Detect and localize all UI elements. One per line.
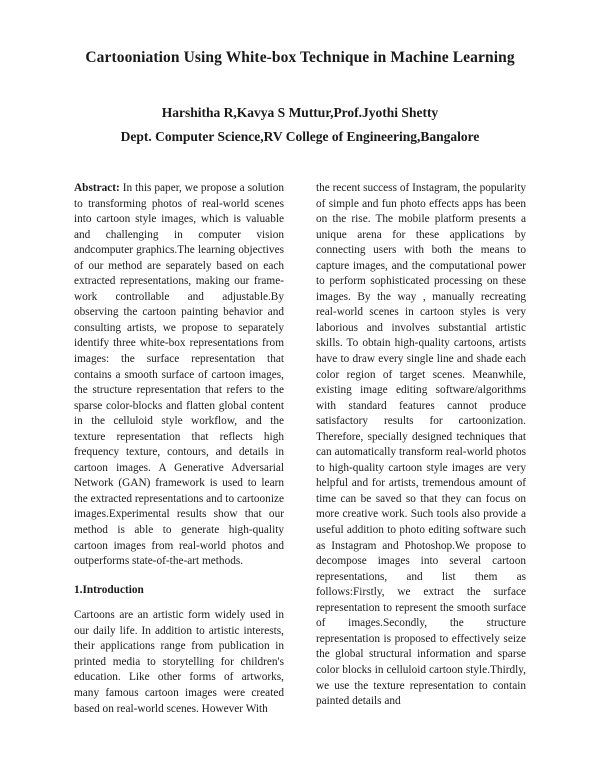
paper-affiliation: Dept. Computer Science,RV College of Engineering,Bangalore [120, 129, 480, 144]
abstract-text: In this paper, we propose a solution to transforming photos of real-world scenes into cartoon style images, which is valuable and challenging in computer vision andcomputer graphics.The learning objectives of our method are separately based on each extracted representations, making our frame-work controllable and adjustable.By observing the cartoon painting behavior and consulting artists, we propose to separately identify three white-box representations from images: the surface representation that contains a smooth surface of cartoon images, the structure representation that refers to the sparse color-blocks and flatten global content in the celluloid style workflow, and the texture representation that reflects high frequency texture, contours, and details in cartoon images. A Generative Adversarial Network (GAN) framework is used to learn the extracted representations and to cartoonize images.Experimental results show that our method is able to generate high-quality cartoon images from real-world photos and outperforms state-of-the-art methods. [74, 182, 284, 568]
paper-authors: Harshitha R,Kavya S Muttur,Prof.Jyothi Shetty [161, 105, 439, 120]
abstract-paragraph [74, 181, 284, 570]
right-column [316, 181, 526, 710]
introduction-paragraph-left: Cartoons are an artistic form widely used in our daily life. In addition to artistic interests, their applications range from publication in printed media to storytelling for children's education. Like other forms of artworks, many famous cartoon images were created based on real-world scenes. However With [74, 609, 284, 715]
introduction-heading: 1.Introduction [74, 583, 144, 596]
left-column [74, 181, 284, 717]
paper-title: Cartooniation Using White-box Technique in Machine Learning [85, 49, 515, 66]
abstract-label: Abstract: [74, 182, 120, 194]
introduction-paragraph-right: the recent success of Instagram, the popularity of simple and fun photo effects apps has been on the rise. The mobile platform presents a unique arena for these applications by connecting users with both the means to capture images, and the computational power to perform sophisticated processing on these images. By the way , manually recreating real-world scenes in cartoon styles is very laborious and involves substantial artistic skills. To obtain high-quality cartoons, artists have to draw every single line and shade each color region of target scenes. Meanwhile, existing image editing software/algorithms with standard features cannot produce satisfactory results for cartoonization. Therefore, specially designed techniques that can automatically transform real-world photos to high-quality cartoon style images are very helpful and for artists, tremendous amount of time can be saved so that they can focus on more creative work. Such tools also provide a useful addition to photo editing software such as Instagram and Photoshop.We propose to decompose images into several cartoon representations, and list them as follows:Firstly, we extract the surface representation to represent the smooth surface of images.Secondly, the structure representation is proposed to effectively seize the global structural information and sparse color blocks in celluloid cartoon style.Thirdly, we use the texture representation to contain painted details and [316, 182, 526, 708]
